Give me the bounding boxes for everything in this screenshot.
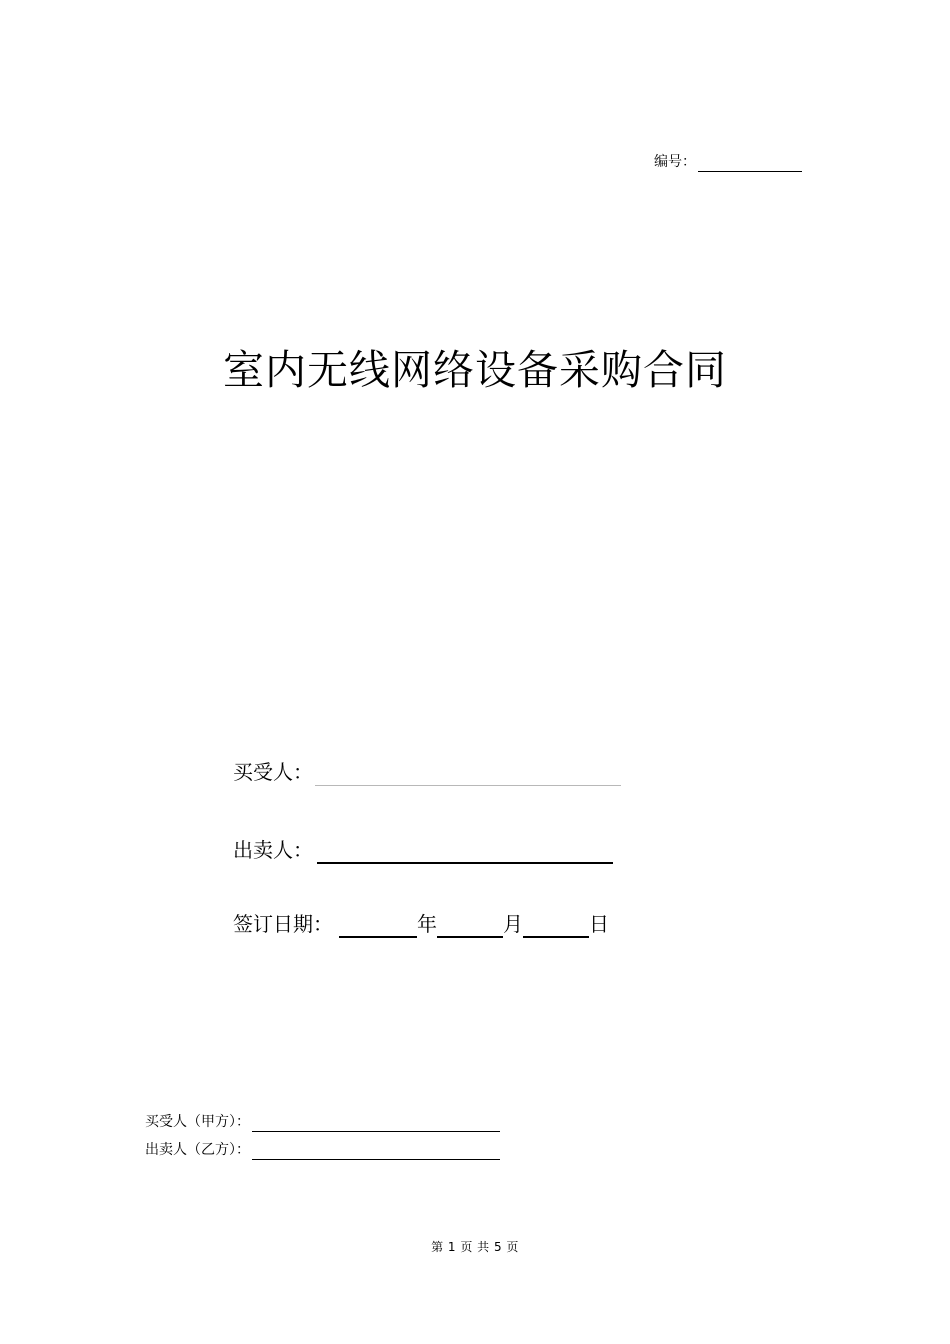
cover-seller-row xyxy=(233,836,613,864)
party-b-blank xyxy=(252,1144,500,1160)
party-a-label: 买受人（甲方）： xyxy=(145,1114,250,1130)
day-blank xyxy=(523,915,589,938)
cover-seller-label: 出卖人： xyxy=(233,838,313,862)
party-a-row xyxy=(145,1112,500,1132)
party-b-row xyxy=(145,1140,500,1160)
contract-number-blank xyxy=(698,156,802,172)
year-blank xyxy=(339,915,417,938)
year-unit: 年 xyxy=(417,912,437,936)
signing-date-label: 签订日期： xyxy=(233,912,333,936)
page-number-footer: 第 1 页 共 5 页 xyxy=(431,1240,519,1254)
cover-seller-blank xyxy=(317,841,613,864)
month-blank xyxy=(437,915,503,938)
day-unit: 日 xyxy=(589,912,609,936)
cover-buyer-label: 买受人： xyxy=(233,760,313,784)
signing-date-row xyxy=(233,910,609,938)
cover-buyer-blank xyxy=(315,763,621,786)
cover-buyer-row xyxy=(233,758,621,786)
contract-number-label: 编号： xyxy=(654,154,696,170)
party-b-label: 出卖人（乙方）： xyxy=(145,1142,250,1158)
contract-number xyxy=(654,152,802,172)
party-a-blank xyxy=(252,1116,500,1132)
document-title: 室内无线网络设备采购合同 xyxy=(223,346,727,394)
month-unit: 月 xyxy=(503,912,523,936)
